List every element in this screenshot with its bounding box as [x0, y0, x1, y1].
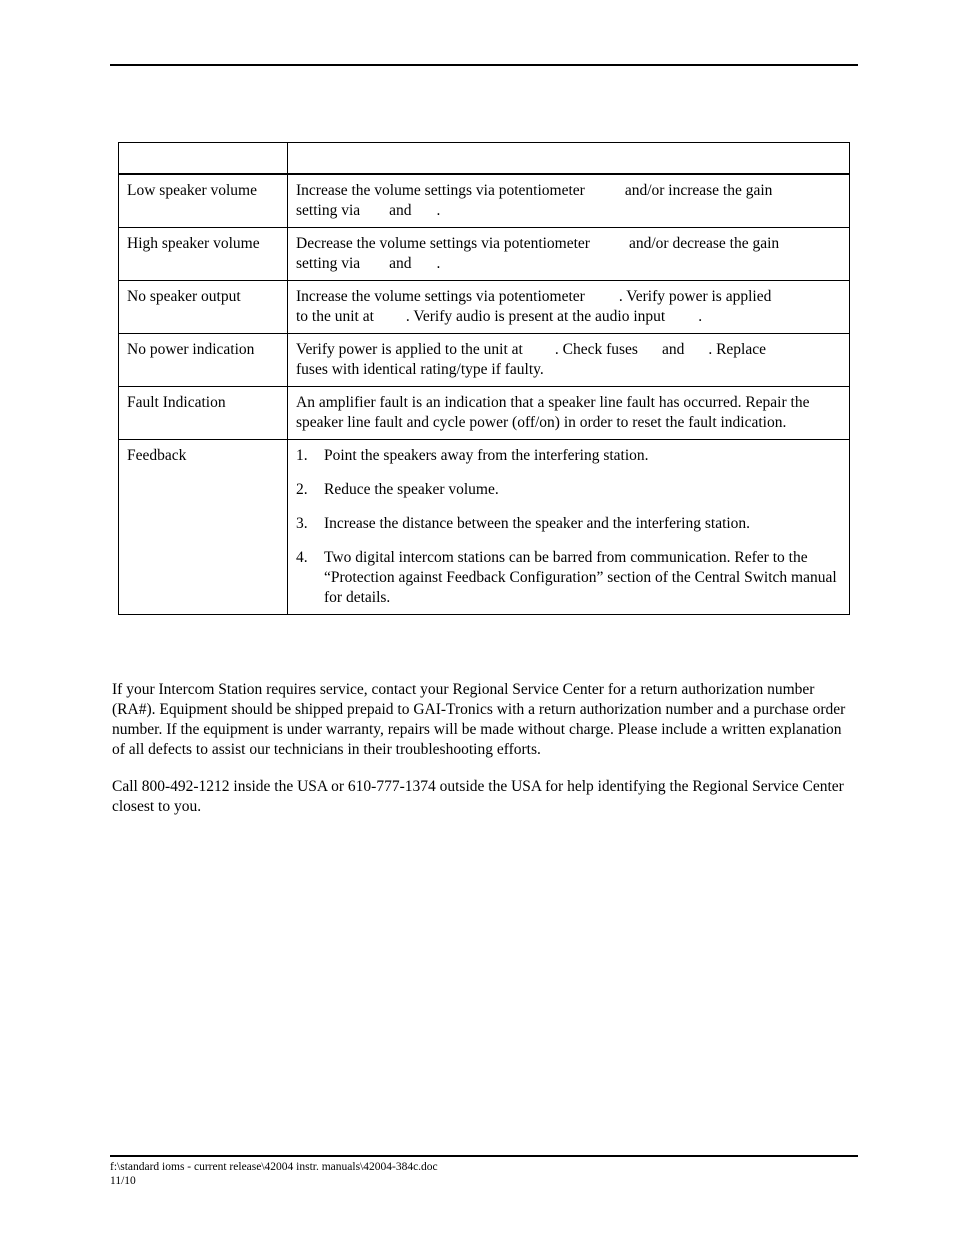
action-text: and — [389, 202, 412, 219]
troubleshooting-table — [118, 142, 850, 615]
list-item — [296, 480, 841, 500]
list-item — [296, 548, 841, 608]
header-rule — [110, 64, 858, 66]
step-text: Increase the distance between the speaker and the interfering station. — [324, 515, 751, 532]
action-text: and/or increase the gain — [624, 182, 773, 199]
action-text: fuses with identical rating/type if faulty. — [296, 361, 544, 378]
service-paragraph: If your Intercom Station requires service, contact your Regional Service Center for a return authorization number (RA#). Equipment should be shipped prepaid to GAI-Tronics with a return authorization number and a purchase order number. If the equipment is under warranty, repairs will be made without charge. Please include a written explanation of all defects to assist our technicians in their troubleshooting efforts. — [112, 681, 846, 758]
problem-cell: No speaker output — [119, 281, 288, 334]
action-text: . — [436, 255, 441, 272]
step-number: 3. — [296, 515, 308, 532]
action-text: . Verify audio is present at the audio input — [405, 308, 666, 325]
action-text: . Replace — [708, 341, 766, 358]
table-row — [119, 387, 850, 440]
step-text: Reduce the speaker volume. — [324, 481, 499, 498]
table-row — [119, 334, 850, 387]
action-text: . Verify power is applied — [618, 288, 772, 305]
table-row — [119, 281, 850, 334]
action-cell: An amplifier fault is an indication that a speaker line fault has occurred. Repair the speaker line fault and cycle power (off/on) in order to reset the fault indication. — [288, 387, 850, 440]
action-cell — [288, 174, 850, 228]
action-text: setting via — [296, 202, 361, 219]
footer-file-path: f:\standard ioms - current release\42004 instr. manuals\42004-384c.doc — [110, 1161, 438, 1173]
problem-cell: High speaker volume — [119, 228, 288, 281]
step-text: Two digital intercom stations can be barred from communication. Refer to the “Protection against Feedback Configuration” section of the Central Switch manual for details. — [324, 549, 837, 606]
header-action — [288, 143, 850, 175]
action-text: to the unit at — [296, 308, 374, 325]
action-cell — [288, 281, 850, 334]
footer-date: 11/10 — [110, 1175, 136, 1187]
header-problem — [119, 143, 288, 175]
table-row — [119, 440, 850, 615]
action-cell — [288, 334, 850, 387]
feedback-steps-list — [296, 446, 841, 608]
problem-cell: No power indication — [119, 334, 288, 387]
problem-cell: Low speaker volume — [119, 174, 288, 228]
action-text: . — [698, 308, 703, 325]
action-text: and — [389, 255, 412, 272]
action-cell — [288, 440, 850, 615]
action-cell — [288, 228, 850, 281]
step-number: 4. — [296, 549, 308, 566]
action-text: Increase the volume settings via potentiometer — [296, 288, 585, 305]
action-text: Increase the volume settings via potentiometer — [296, 182, 585, 199]
action-text: Verify power is applied to the unit at — [296, 341, 523, 358]
action-text: . — [436, 202, 441, 219]
problem-cell: Feedback — [119, 440, 288, 615]
footer-rule — [110, 1155, 858, 1157]
problem-cell: Fault Indication — [119, 387, 288, 440]
list-item — [296, 446, 841, 466]
list-item — [296, 514, 841, 534]
action-text: . Check fuses — [554, 341, 638, 358]
table-row — [119, 174, 850, 228]
action-text: Decrease the volume settings via potentiometer — [296, 235, 590, 252]
step-text: Point the speakers away from the interfering station. — [324, 447, 649, 464]
action-text: and/or decrease the gain — [628, 235, 780, 252]
table-row — [119, 228, 850, 281]
table-header-row — [119, 143, 850, 175]
service-contact-paragraph: Call 800-492-1212 inside the USA or 610-777-1374 outside the USA for help identifying the Regional Service Center closest to you. — [112, 778, 844, 815]
action-text: and — [661, 341, 685, 358]
step-number: 2. — [296, 481, 308, 498]
step-number: 1. — [296, 447, 308, 464]
action-text: setting via — [296, 255, 361, 272]
